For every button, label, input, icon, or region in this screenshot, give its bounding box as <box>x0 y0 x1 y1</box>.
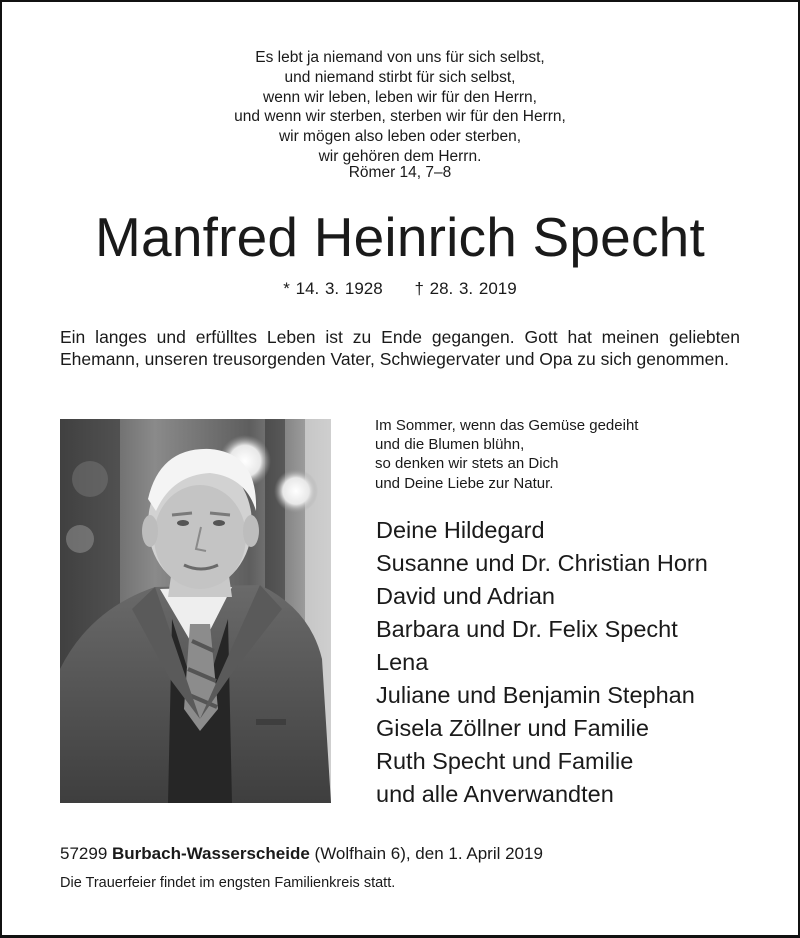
poem-line: und Deine Liebe zur Natur. <box>375 474 554 492</box>
mourner-entry: Gisela Zöllner und Familie <box>376 715 649 741</box>
verse-line: und wenn wir sterben, sterben wir für den Herrn, <box>234 108 566 126</box>
verse-line: Es lebt ja niemand von uns für sich selbst, <box>255 49 545 66</box>
verse-line: wir gehören dem Herrn. <box>318 147 482 165</box>
birth-date: * 14. 3. 1928 <box>283 279 383 298</box>
verse-line: und niemand stirbt für sich selbst, <box>284 68 516 86</box>
mourner-entry: Deine Hildegard <box>376 517 545 543</box>
postal-code: 57299 <box>60 844 108 863</box>
portrait-photo <box>60 419 331 803</box>
verse-line: wir mögen also leben oder sterben, <box>278 128 522 146</box>
deceased-name: Manfred Heinrich Specht <box>95 206 705 268</box>
poem-line: so denken wir stets an Dich <box>375 455 559 473</box>
mourner-entry: David und Adrian <box>376 583 555 609</box>
funeral-note: Die Trauerfeier findet im engsten Familienkreis statt. <box>60 875 396 891</box>
mourner-entry: Barbara und Dr. Felix Specht <box>376 616 678 642</box>
mourner-entry: und alle Anverwandten <box>376 781 614 807</box>
life-dates <box>0 279 800 299</box>
mourner-entry: Susanne und Dr. Christian Horn <box>376 550 708 576</box>
mourner-entry: Juliane und Benjamin Stephan <box>376 682 695 708</box>
mourner-entry: Ruth Specht und Familie <box>376 748 634 774</box>
mourner-entry: Lena <box>376 649 429 675</box>
intro-text: Ein langes und erfülltes Leben ist zu Ende gegangen. Gott hat meinen geliebten Ehemann, unseren treusorgenden Vater, Schwiegervater und Opa zu sich genommen. <box>60 327 740 369</box>
place-and-date <box>60 844 543 864</box>
verse-line: wenn wir leben, leben wir für den Herrn, <box>263 88 537 106</box>
portrait-image <box>60 419 331 803</box>
mourners-list <box>376 514 708 811</box>
bible-verse <box>0 48 800 167</box>
poem-line: Im Sommer, wenn das Gemüse gedeiht <box>375 417 639 434</box>
death-date: † 28. 3. 2019 <box>414 279 517 298</box>
address-and-date: (Wolfhain 6), den 1. April 2019 <box>314 844 543 863</box>
poem-line: und die Blumen blühn, <box>375 436 525 454</box>
verse-reference: Römer 14, 7–8 <box>348 164 452 181</box>
memorial-poem <box>375 416 638 493</box>
town-name: Burbach-Wasserscheide <box>112 844 310 863</box>
